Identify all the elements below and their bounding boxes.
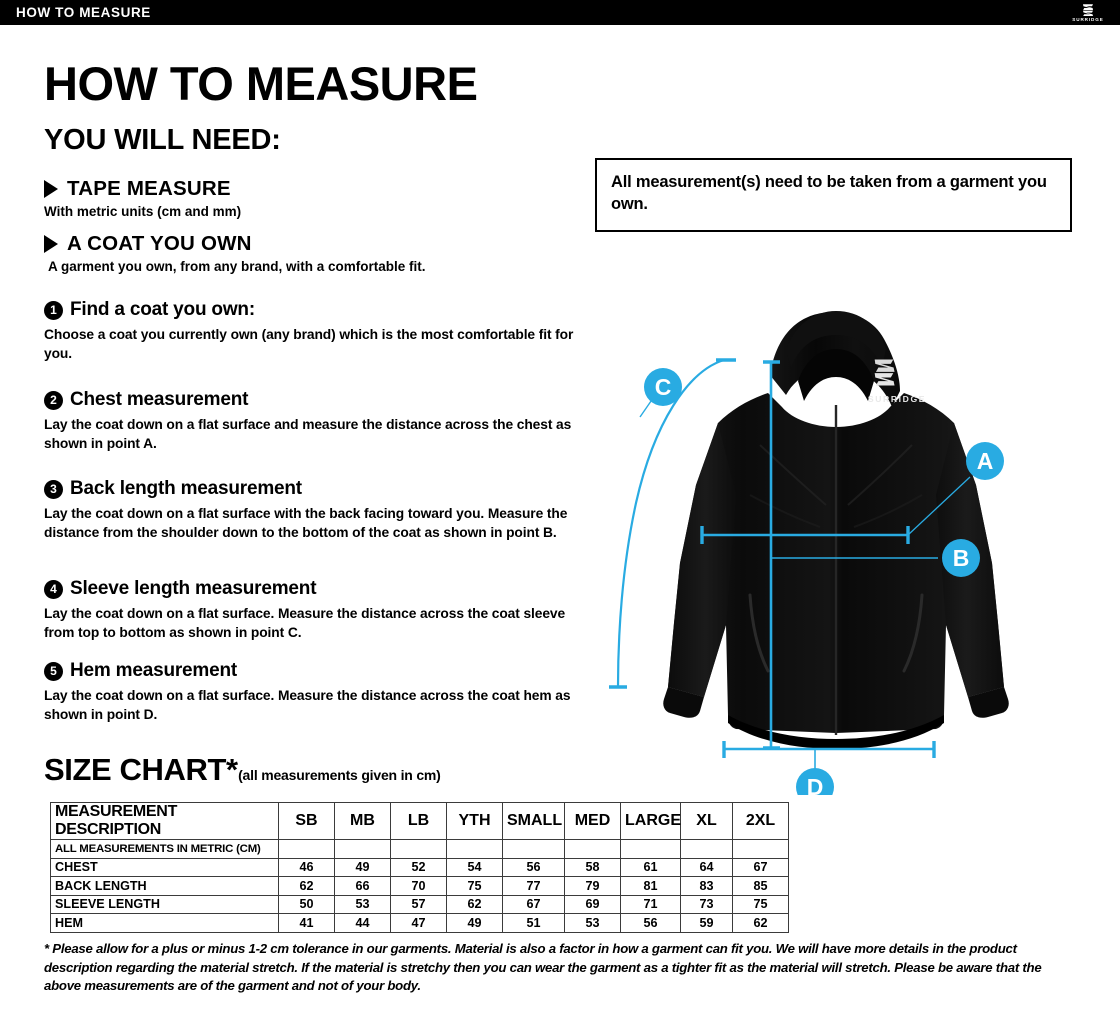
need-item-desc: With metric units (cm and mm) [44,204,242,219]
empty-cell [335,840,391,859]
jacket-brand-text: SURRIDGE [867,394,927,404]
page-title: HOW TO MEASURE [44,57,478,110]
cell-value: 61 [621,858,681,877]
col-header-2xl: 2XL [733,803,789,840]
empty-cell [565,840,621,859]
col-header-mb: MB [335,803,391,840]
jacket-body-shape [663,311,1009,749]
col-header-lb: LB [391,803,447,840]
cell-value: 71 [621,895,681,914]
need-item-title: A COAT YOU OWN [67,232,252,255]
table-header-row [51,803,789,840]
step-body: Lay the coat down on a flat surface with the back facing toward you. Measure the distance from the shoulder down to the bottom of the coat as shown in point B. [44,506,568,540]
page-header-bar [0,0,1120,25]
cell-value: 51 [503,914,565,933]
col-header-small: SMALL [503,803,565,840]
size-chart-title: SIZE CHART [44,752,227,787]
you-will-need-heading: YOU WILL NEED: [44,124,281,156]
surridge-logo-icon [1080,3,1096,17]
marker-D-label: D [806,774,824,795]
cell-value: 49 [335,858,391,877]
cell-value: 44 [335,914,391,933]
cell-value: 69 [565,895,621,914]
col-header-yth: YTH [447,803,503,840]
cell-value: 62 [279,877,335,896]
row-label-hem: HEM [51,914,279,933]
empty-cell [621,840,681,859]
row-label-chest: CHEST [51,858,279,877]
cell-value: 85 [733,877,789,896]
triangle-bullet-icon [44,235,58,253]
marker-C-label: C [654,374,672,400]
step-body: Lay the coat down on a flat surface. Measure the distance across the coat sleeve from top to bottom as shown in point C. [44,606,566,640]
step-body: Lay the coat down on a flat surface. Measure the distance across the coat hem as shown in point D. [44,688,571,722]
step-title: Back length measurement [70,478,302,499]
row-label-back-length: BACK LENGTH [51,877,279,896]
step-3 [44,478,584,542]
step-number-badge: 1 [44,301,63,320]
cell-value: 49 [447,914,503,933]
cell-value: 67 [733,858,789,877]
cell-value: 81 [621,877,681,896]
need-item-desc: A garment you own, from any brand, with a comfortable fit. [48,259,426,274]
step-title: Hem measurement [70,660,238,681]
cell-value: 83 [681,877,733,896]
cell-value: 75 [733,895,789,914]
step-4 [44,578,584,642]
size-chart-note: (all measurements given in cm) [238,767,441,783]
cell-value: 57 [391,895,447,914]
tolerance-footnote: * Please allow for a plus or minus 1-2 cm tolerance in our garments. Material is also a factor in how a garment can fit you. We will have more details in the product description regarding the material stretch. If the material is stretchy then you can wear the garment as a tighter fit as the material will stretch. Please be aware that the above measurements are of the garment and not of your body. [44,941,1042,994]
cell-value: 79 [565,877,621,896]
triangle-bullet-icon [44,180,58,198]
cell-value: 59 [681,914,733,933]
row-label-sleeve-length: SLEEVE LENGTH [51,895,279,914]
cell-value: 46 [279,858,335,877]
cell-value: 47 [391,914,447,933]
callout-text: All measurement(s) need to be taken from a garment you own. [611,173,1047,214]
step-number-badge: 4 [44,580,63,599]
table-row [51,914,789,933]
marker-A[interactable] [966,442,1004,480]
cell-value: 75 [447,877,503,896]
step-body: Lay the coat down on a flat surface and measure the distance across the chest as shown in point A. [44,417,572,451]
size-chart-heading [44,752,441,788]
step-title: Chest measurement [70,389,249,410]
size-chart-asterisk: * [226,752,239,787]
empty-cell [733,840,789,859]
step-title: Find a coat you own: [70,299,255,320]
empty-cell [681,840,733,859]
step-number-badge: 2 [44,391,63,410]
cell-value: 41 [279,914,335,933]
cell-value: 52 [391,858,447,877]
empty-cell [391,840,447,859]
brand-logo-wordmark: SURRIDGE [1072,16,1104,22]
size-chart-table [50,802,789,933]
need-item-tape-measure [44,177,241,219]
step-number-badge: 5 [44,662,63,681]
brand-logo [1066,2,1110,23]
metric-note-label: ALL MEASUREMENTS IN METRIC (CM) [51,840,279,859]
page-header-title: HOW TO MEASURE [16,5,151,20]
marker-D[interactable] [796,768,834,795]
step-2 [44,389,584,453]
step-5 [44,660,584,724]
step-number-badge: 3 [44,480,63,499]
col-header-description: MEASUREMENT DESCRIPTION [51,803,279,840]
table-row-metric-note [51,840,789,859]
size-chart-table-wrapper [50,802,788,933]
table-row [51,877,789,896]
cell-value: 50 [279,895,335,914]
marker-B-label: B [952,545,970,571]
empty-cell [279,840,335,859]
cell-value: 67 [503,895,565,914]
cell-value: 53 [565,914,621,933]
cell-value: 66 [335,877,391,896]
cell-value: 62 [733,914,789,933]
table-row [51,858,789,877]
step-body: Choose a coat you currently own (any brand) which is the most comfortable fit for you. [44,327,574,361]
col-header-xl: XL [681,803,733,840]
cell-value: 77 [503,877,565,896]
table-row [51,895,789,914]
step-1 [44,299,584,363]
col-header-med: MED [565,803,621,840]
marker-B[interactable] [942,539,980,577]
cell-value: 53 [335,895,391,914]
cell-value: 62 [447,895,503,914]
cell-value: 73 [681,895,733,914]
cell-value: 64 [681,858,733,877]
callout-box [595,158,1072,232]
marker-C[interactable] [644,368,682,406]
cell-value: 58 [565,858,621,877]
cell-value: 56 [503,858,565,877]
cell-value: 70 [391,877,447,896]
empty-cell [503,840,565,859]
need-item-coat [44,232,426,274]
jacket-illustration [600,295,1100,795]
col-header-sb: SB [279,803,335,840]
step-title: Sleeve length measurement [70,578,317,599]
jacket-left-sleeve [668,423,736,697]
empty-cell [447,840,503,859]
cell-value: 56 [621,914,681,933]
need-item-title: TAPE MEASURE [67,177,231,200]
garment-diagram [600,295,1100,795]
cell-value: 54 [447,858,503,877]
marker-A-label: A [976,448,994,474]
col-header-large: LARGE [621,803,681,840]
